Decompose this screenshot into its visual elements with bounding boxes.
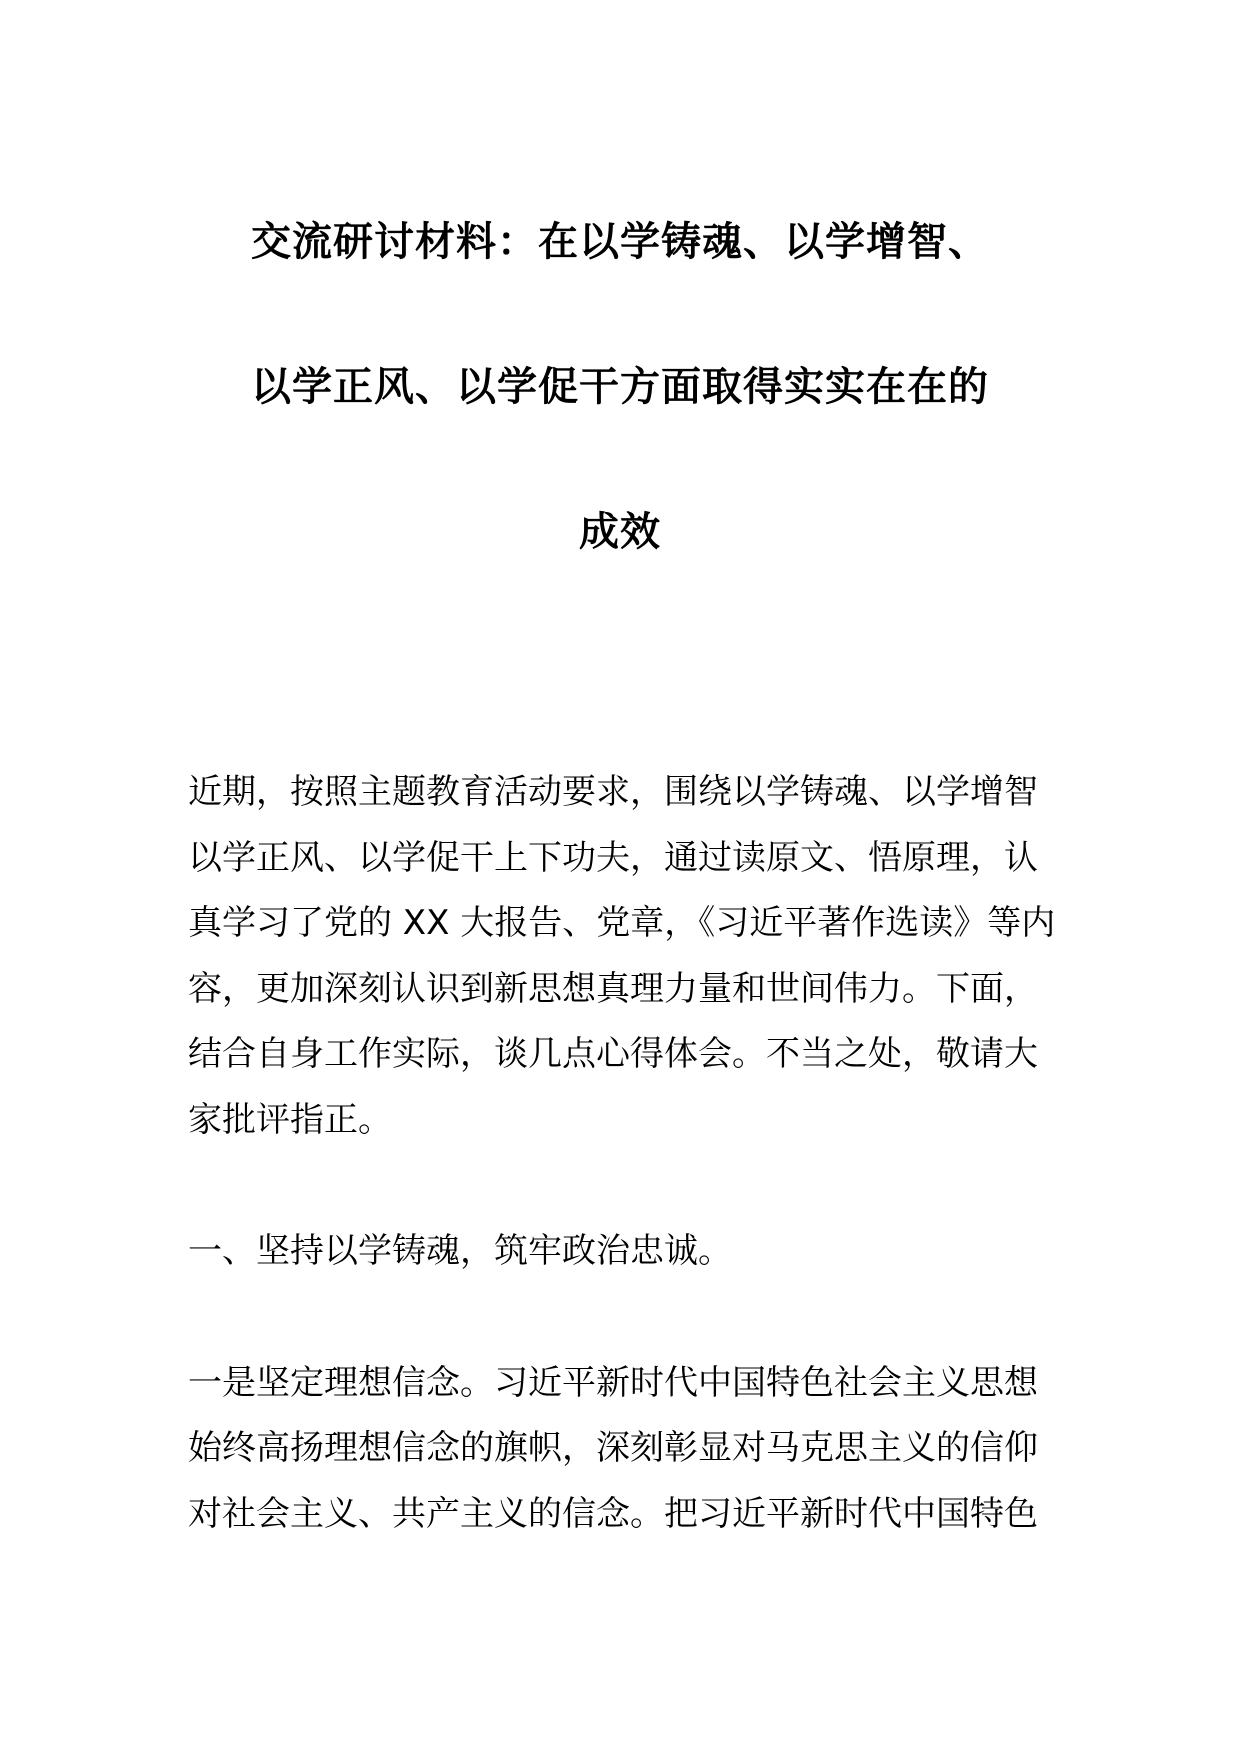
- text-line: 真学习了党的 XX 大报告、党章，《习近平著作选读》等内: [188, 903, 1056, 943]
- text-line: 始终高扬理想信念的旗帜，深刻彰显对马克思主义的信仰: [188, 1428, 1038, 1468]
- text-line: 一是坚定理想信念。习近平新时代中国特色社会主义思想: [188, 1362, 1038, 1403]
- section-heading: [188, 1219, 1056, 1285]
- paragraph-spacer: [188, 1285, 1056, 1351]
- body-paragraph: [188, 1351, 1056, 1548]
- text-line: 结合自身工作实际，谈几点心得体会。不当之处，敬请大: [188, 1034, 1038, 1074]
- text-line: 以学正风、以学促干上下功夫，通过读原文、悟原理，认: [188, 837, 1038, 878]
- text-line: 容，更加深刻认识到新思想真理力量和世间伟力。下面，: [188, 968, 1038, 1009]
- title-line: 以学正风、以学促干方面取得实实在在的: [251, 364, 989, 410]
- text-line: 家批评指正。: [188, 1099, 392, 1140]
- text-line: 一、坚持以学铸魂，筑牢政治忠诚。: [188, 1231, 732, 1271]
- document-body: [188, 760, 1056, 1547]
- title-line: 交流研讨材料：在以学铸魂、以学增智、: [251, 219, 989, 265]
- title-line: 成效: [579, 509, 661, 555]
- text-line: 对社会主义、共产主义的信念。把习近平新时代中国特色: [188, 1493, 1038, 1534]
- document-title: [190, 170, 1050, 605]
- intro-paragraph: [188, 760, 1056, 1153]
- paragraph-spacer: [188, 1153, 1056, 1219]
- text-line: 近期，按照主题教育活动要求，围绕以学铸魂、以学增智: [188, 772, 1038, 812]
